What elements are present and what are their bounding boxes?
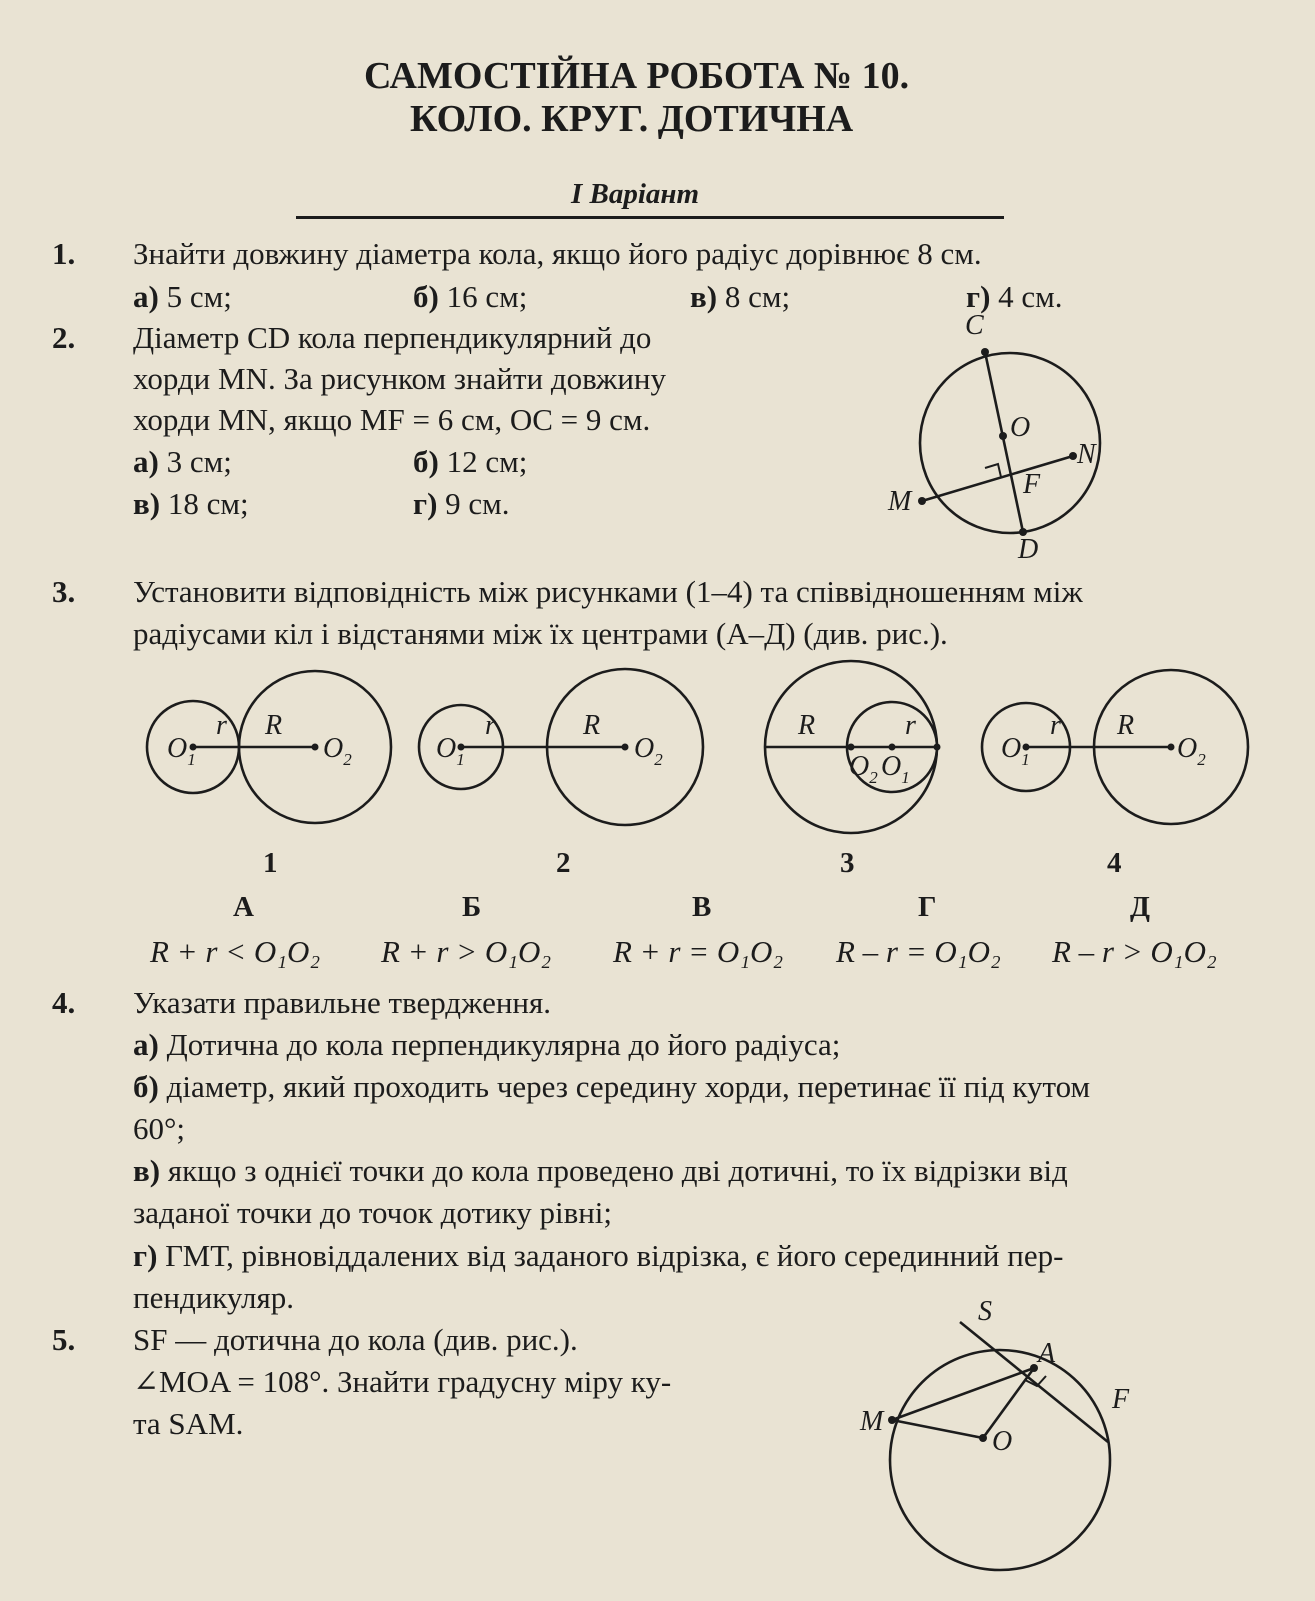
label-o1: $O_1$	[436, 733, 465, 769]
question-text-line: Діаметр CD кола перпендикулярний до	[133, 320, 652, 355]
statement-b-cont: 60°;	[133, 1111, 186, 1146]
header-rule	[296, 216, 1004, 219]
option-relation-g: R – r = O₁O₂	[836, 934, 1001, 969]
question-number: 3.	[52, 574, 76, 609]
option-g: г) 4 см.	[966, 279, 1063, 314]
point-m	[918, 497, 926, 505]
figure-3	[765, 661, 941, 879]
option-relation-b: R + r > O₁O₂	[381, 934, 552, 969]
point-m	[888, 1416, 896, 1424]
statement-c: в) якщо з однієї точки до кола проведено дві дотичні, то їх відрізки від	[133, 1153, 1068, 1188]
label-r: r	[216, 710, 227, 741]
figure-number: 4	[1107, 847, 1122, 879]
tangent-sf	[960, 1322, 1108, 1442]
q5-tangent-figure	[860, 1296, 1140, 1600]
label-r: r	[905, 710, 916, 741]
statement-d-cont: пендикуляр.	[133, 1280, 295, 1315]
figure-4	[982, 670, 1248, 879]
label-R: R	[265, 710, 283, 741]
label-o: O	[992, 1426, 1013, 1457]
statement-d: г) ГМТ, рівновіддалених від заданого відрізка, є його серединний пер-	[133, 1238, 1064, 1273]
question-text-line: SF — дотична до кола (див. рис.).	[133, 1322, 578, 1357]
option-g: г) 9 см.	[413, 486, 510, 521]
label-o1: $O_1$	[167, 733, 196, 769]
circle	[920, 353, 1100, 533]
figure-number: 2	[556, 847, 571, 879]
label-R: R	[583, 710, 601, 741]
center-o2	[848, 744, 855, 751]
option-a: а) 3 см;	[133, 444, 232, 479]
figure-2	[419, 669, 703, 879]
option-relation-v: R + r = O₁O₂	[613, 934, 784, 969]
label-R: R	[798, 710, 816, 741]
label-f: F	[1023, 469, 1041, 500]
point-o	[979, 1434, 987, 1442]
option-letter-a: А	[233, 891, 254, 923]
label-o2: $O_2$	[634, 733, 663, 769]
page-subtitle: КОЛО. КРУГ. ДОТИЧНА	[410, 98, 854, 140]
point-a	[1030, 1364, 1038, 1372]
q3-circles-figures	[0, 655, 1315, 905]
question-text-line: ∠MOA = 108°. Знайти градусну міру ку-	[133, 1364, 672, 1399]
option-letter-g: Г	[918, 891, 937, 923]
figure-number: 3	[840, 847, 855, 879]
question-text-line: хорди MN, якщо MF = 6 см, OC = 9 см.	[133, 402, 651, 437]
option-letter-v: В	[692, 891, 712, 923]
question-number: 5.	[52, 1322, 76, 1357]
page-title: САМОСТІЙНА РОБОТА № 10.	[364, 55, 910, 97]
point-n	[1069, 452, 1077, 460]
option-letter-b: Б	[462, 891, 482, 923]
label-r: r	[485, 710, 496, 741]
label-o1: $O_1$	[1001, 733, 1030, 769]
option-a: а) 5 см;	[133, 279, 232, 314]
label-r: r	[1050, 710, 1061, 741]
option-b: б) 16 см;	[413, 279, 528, 314]
label-s: S	[978, 1296, 992, 1327]
question-text-line: хорди MN. За рисунком знайти довжину	[133, 361, 666, 396]
question-text: Знайти довжину діаметра кола, якщо його радіус дорівнює 8 см.	[133, 236, 982, 271]
q2-circle-figure	[860, 310, 1096, 565]
point-c	[981, 348, 989, 356]
figure-number: 1	[263, 847, 278, 879]
option-letter-d: Д	[1130, 891, 1150, 923]
segment-mo	[892, 1420, 983, 1438]
question-text-line: Установити відповідність між рисунками (1–4) та співвідношенням між	[133, 574, 1083, 609]
question-text: Указати правильне твердження.	[133, 985, 552, 1020]
option-v: в) 8 см;	[690, 279, 791, 314]
center-o1	[889, 744, 896, 751]
statement-a: а) Дотична до кола перпендикулярна до його радіуса;	[133, 1027, 841, 1062]
center-o2	[622, 744, 629, 751]
label-f: F	[1112, 1384, 1130, 1415]
question-number: 4.	[52, 985, 76, 1020]
label-a: A	[1038, 1338, 1056, 1369]
chord-mn	[922, 456, 1073, 501]
question-number: 1.	[52, 236, 76, 271]
label-c: C	[965, 310, 984, 341]
center-o2	[312, 744, 319, 751]
figure-1	[147, 671, 391, 879]
point-o	[999, 432, 1007, 440]
variant-label: І Варіант	[571, 178, 700, 210]
circle	[890, 1350, 1110, 1570]
option-relation-a: R + r < O₁O₂	[150, 934, 321, 969]
label-o1: $O_1$	[881, 751, 910, 787]
label-R: R	[1117, 710, 1135, 741]
question-text-line: радіусами кіл і відстанями між їх центрами (А–Д) (див. рис.).	[133, 616, 948, 651]
right-angle-mark	[985, 464, 1001, 477]
label-d: D	[1018, 534, 1039, 565]
label-o2: $O_2$	[323, 733, 352, 769]
statement-c-cont: заданої точки до точок дотику рівні;	[133, 1195, 613, 1230]
statement-b: б) діаметр, який проходить через середину хорди, перетинає її під кутом	[133, 1069, 1091, 1104]
option-v: в) 18 см;	[133, 486, 249, 521]
label-o: O	[1010, 412, 1031, 443]
label-m: M	[860, 1406, 884, 1437]
label-o2: $O_2$	[849, 751, 878, 787]
label-n: N	[1077, 439, 1096, 470]
question-text-line: та SAM.	[133, 1406, 244, 1441]
question-number: 2.	[52, 320, 76, 355]
center-o2	[1168, 744, 1175, 751]
label-o2: $O_2$	[1177, 733, 1206, 769]
option-relation-d: R – r > O₁O₂	[1052, 934, 1217, 969]
tangent-point	[934, 744, 941, 751]
option-b: б) 12 см;	[413, 444, 528, 479]
label-m: M	[888, 486, 912, 517]
